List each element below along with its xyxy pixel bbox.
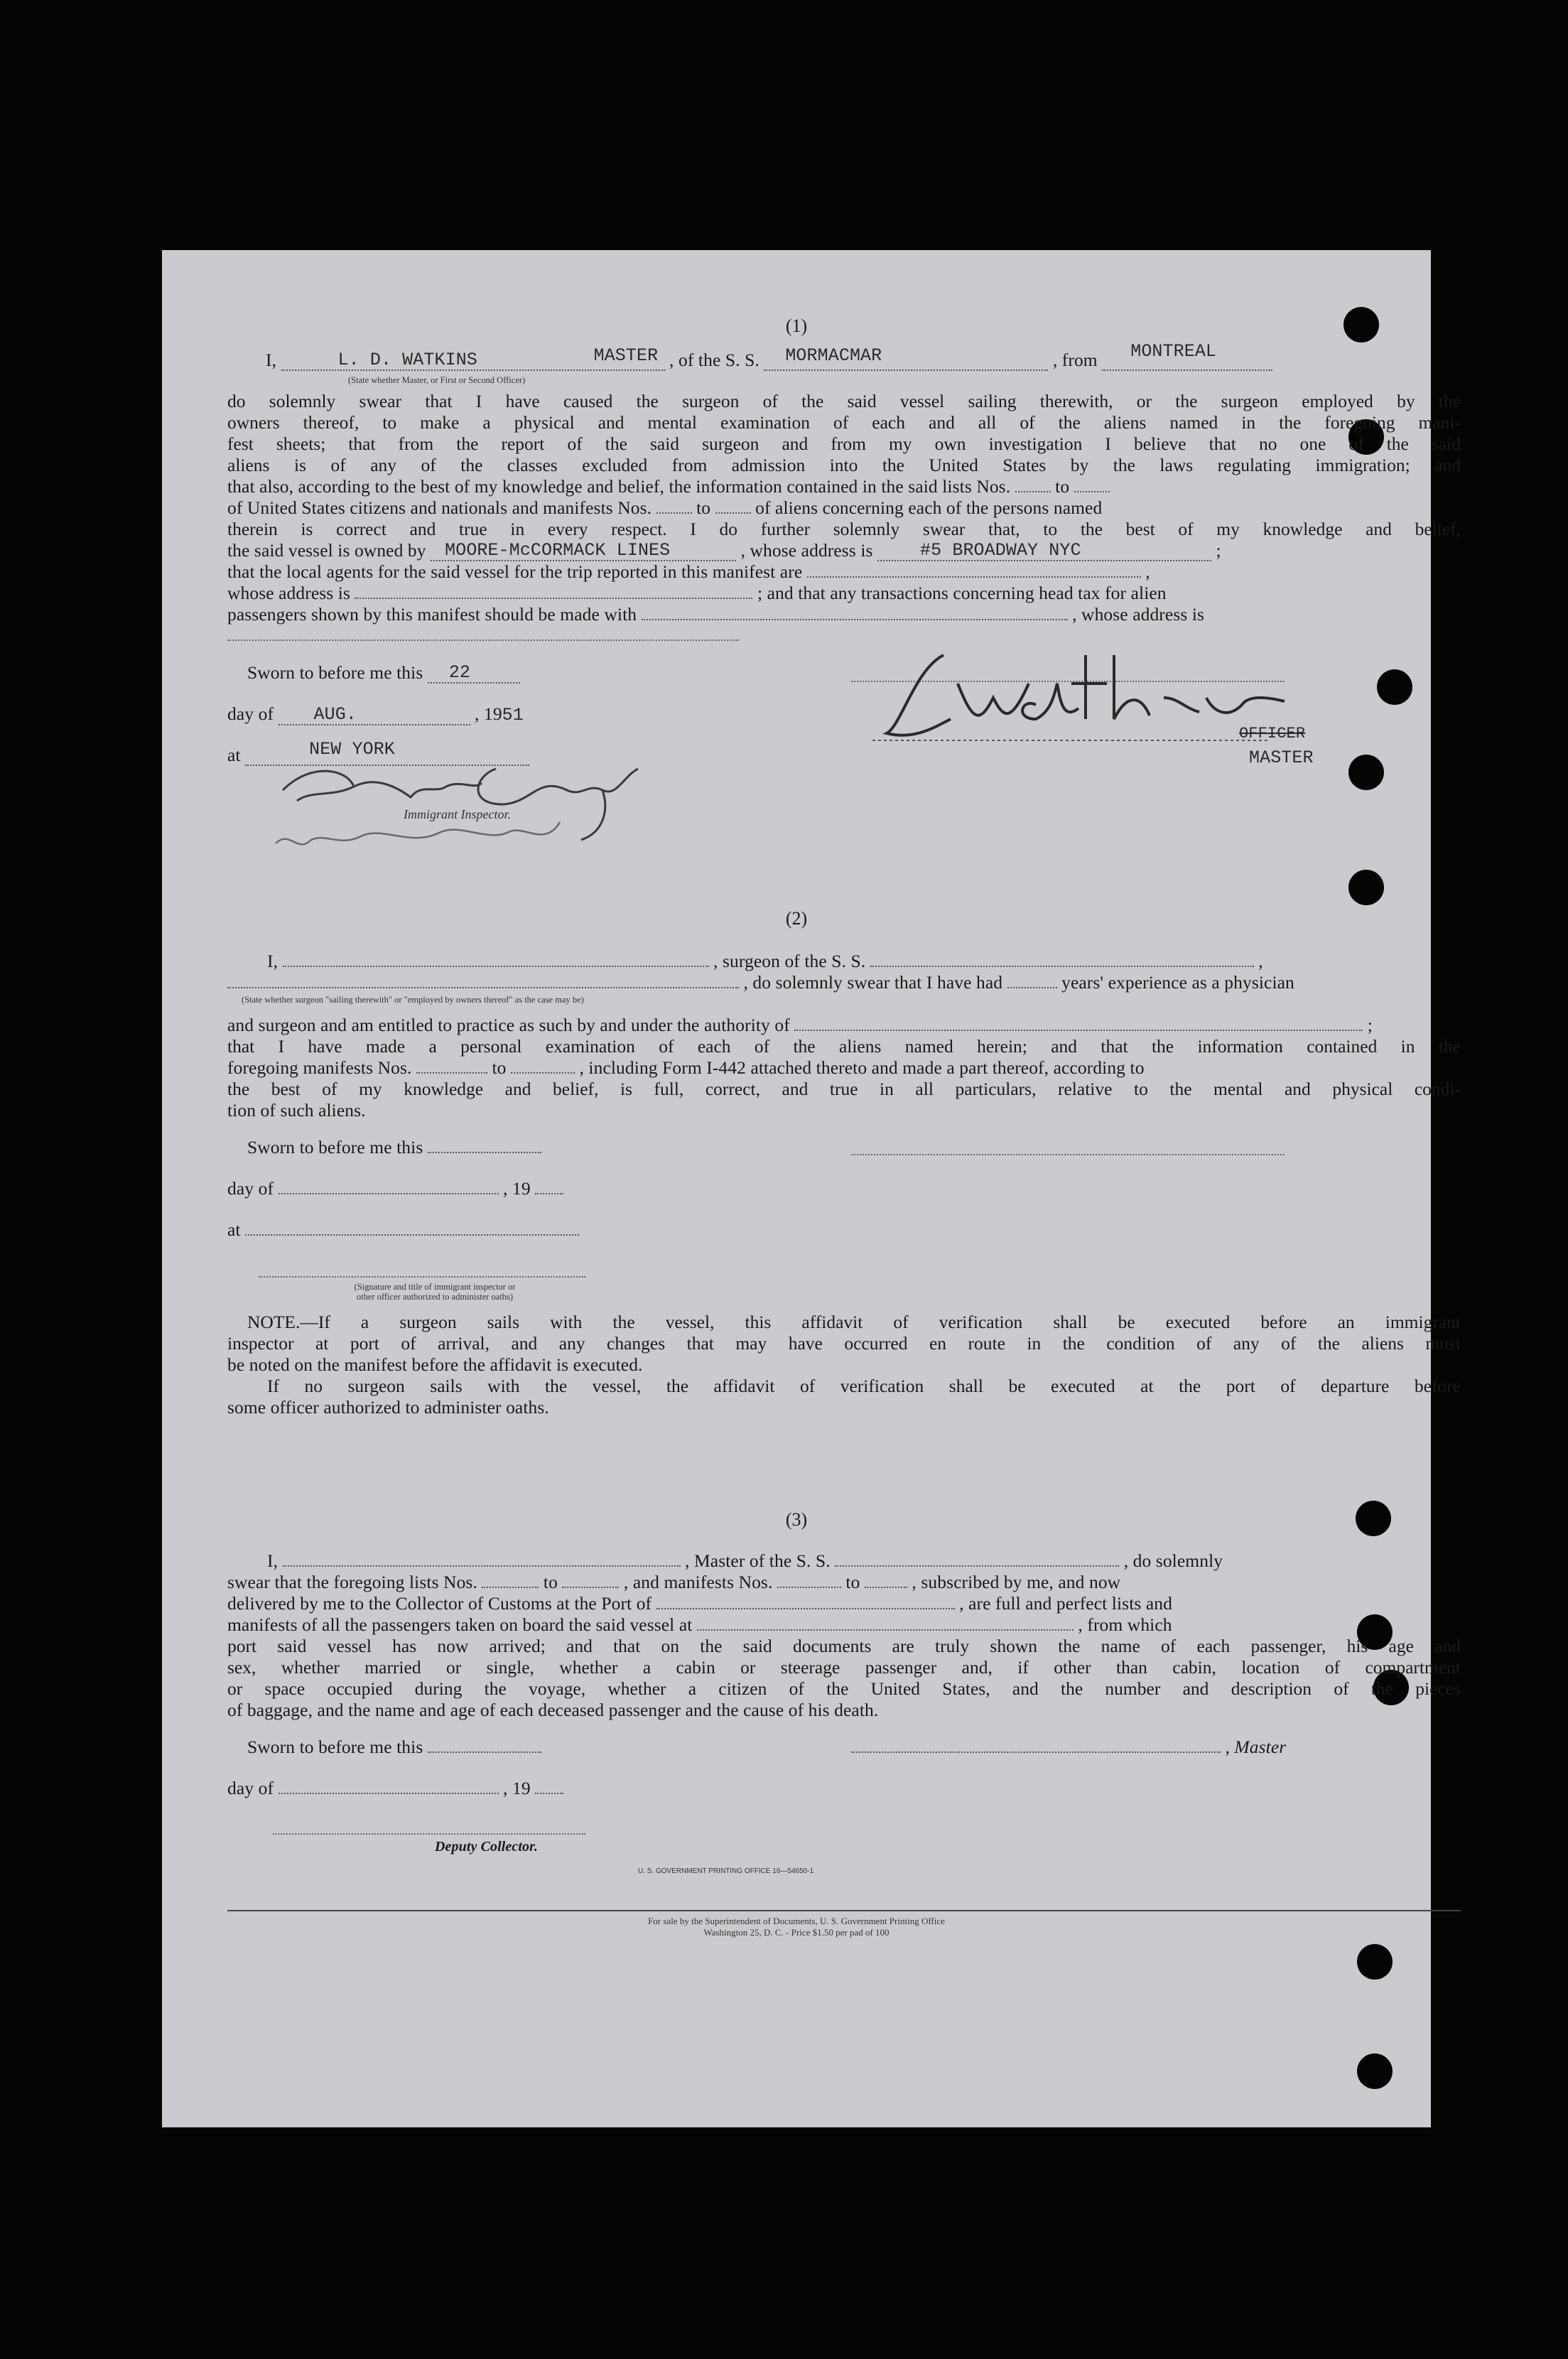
- footer-line-2: Washington 25, D. C. - Price $1.50 per pad of 100: [703, 1927, 890, 1938]
- manifest-affidavit-page: [162, 250, 1461, 2127]
- note-line: If no surgeon sails with the vessel, the affidavit of verification shall be executed at the port of departure before: [267, 1376, 1461, 1396]
- deputy-collector: Deputy Collector.: [435, 1839, 539, 1855]
- s3-text-line: or space occupied during the voyage, whether a citizen of the United States, and the number and description of the pieces: [227, 1678, 1461, 1699]
- s1-text-line: do solemnly swear that I have caused the surgeon of the said vessel sailing therewith, or the surgeon employed by the: [227, 391, 1461, 411]
- section-1-number: (1): [785, 315, 808, 336]
- s1-text-line: that also, according to the best of my knowledge and belief, the information contained in the said lists Nos. to: [227, 476, 1110, 497]
- master-title-struck: OFFICER: [1239, 725, 1306, 743]
- s1-text-line: aliens is of any of the classes excluded from admission into the United States by the laws regulating immigration; and: [227, 455, 1461, 475]
- master-title: MASTER: [1249, 747, 1314, 768]
- s3-day-line: day of , 19: [227, 1778, 563, 1799]
- sworn-day-field: 22: [448, 662, 471, 683]
- s1-text-line: of United States citizens and nationals and manifests Nos. to of aliens concerning each of the persons named: [227, 497, 1103, 518]
- s3-text-line: delivered by me to the Collector of Customs at the Port of , are full and perfect lists and: [227, 1593, 1172, 1614]
- punch-hole: [1348, 870, 1384, 905]
- from-port-field: MONTREAL: [1130, 341, 1217, 362]
- note-line: be noted on the manifest before the affidavit is executed.: [227, 1354, 643, 1375]
- note-line: NOTE.—If a surgeon sails with the vessel, this affidavit of verification shall be executed before an immigrant: [247, 1312, 1461, 1332]
- rank-field: MASTER: [593, 345, 659, 366]
- s3-text-line: sex, whether married or single, whether a cabin or steerage passenger and, if other than cabin, location of compartment: [227, 1657, 1461, 1678]
- s3-text-line: port said vessel has now arrived; and that on the said documents are truly shown the name of each passenger, his age and: [227, 1636, 1461, 1656]
- section-3-number: (3): [785, 1509, 808, 1530]
- s2-day-line: day of , 19: [227, 1178, 563, 1199]
- sig-note-2: other officer authorized to administer oaths): [356, 1292, 514, 1302]
- s1-at-line: at NEW YORK: [227, 745, 529, 766]
- vessel-field: MORMACMAR: [785, 345, 882, 366]
- punch-hole: [1377, 669, 1412, 705]
- s2-text-line: foregoing manifests Nos. to , including Form I-442 attached thereto and made a part thereof, according to: [227, 1057, 1145, 1078]
- s3-master-sig-line: , Master: [851, 1737, 1286, 1758]
- s1-text-line: whose address is ; and that any transactions concerning head tax for alien: [227, 583, 1167, 603]
- inspector-signature: [269, 747, 666, 854]
- s1-sworn-line: Sworn to before me this 22: [247, 662, 520, 684]
- s3-sworn-line: Sworn to before me this: [247, 1737, 541, 1758]
- s1-owner-line: the said vessel is owned by MOORE-McCORMACK LINES , whose address is #5 BROADWAY NYC ;: [227, 540, 1221, 561]
- gpo-code: U. S. GOVERNMENT PRINTING OFFICE 16—54650-1: [638, 1867, 814, 1875]
- inspector-title: Immigrant Inspector.: [404, 807, 511, 821]
- sworn-year-field: 51: [502, 705, 524, 725]
- section-2-number: (2): [785, 908, 808, 929]
- sworn-month-field: AUG.: [313, 704, 357, 725]
- punch-hole: [1357, 1944, 1393, 1980]
- s1-header-line: I, L. D. WATKINS MASTER , of the S. S. MORMACMAR , from MONTREAL: [266, 350, 1272, 371]
- note-line: inspector at port of arrival, and any changes that may have occurred en route in the condition of any of the aliens must: [227, 1333, 1461, 1354]
- s1-text-line: that the local agents for the said vessel for the trip reported in this manifest are ,: [227, 561, 1150, 582]
- s2-at-line: at: [227, 1219, 579, 1241]
- footer-line-1: For sale by the Superintendent of Documents, U. S. Government Printing Office: [648, 1916, 945, 1926]
- s1-text-line: owners thereof, to make a physical and mental examination of each and all of the aliens named in the foregoing mani-: [227, 412, 1461, 433]
- s1-text-line: fest sheets; that from the report of the said surgeon and from my own investigation I believe that no one of the said: [227, 433, 1461, 454]
- s1-text-line: therein is correct and true in every respect. I do further solemnly swear that, to the best of my knowledge and belief,: [227, 519, 1461, 539]
- s3-text-line: I, , Master of the S. S. , do solemnly: [267, 1550, 1223, 1571]
- s2-text-line: the best of my knowledge and belief, is full, correct, and true in all particulars, relative to the mental and physical condi-: [227, 1079, 1461, 1099]
- s3-text-line: swear that the foregoing lists Nos. to , and manifests Nos. to , subscribed by me, and now: [227, 1572, 1121, 1592]
- s2-text-line: , do solemnly swear that I have had years' experience as a physician: [227, 972, 1294, 993]
- rank-note: (State whether Master, or First or Second Officer): [348, 375, 526, 385]
- s2-text-line: I, , surgeon of the S. S. ,: [267, 951, 1263, 971]
- owner-address-field: #5 BROADWAY NYC: [920, 540, 1081, 561]
- s2-sworn-line: Sworn to before me this: [247, 1137, 541, 1158]
- s2-text-line: and surgeon and am entitled to practice as such by and under the authority of ;: [227, 1015, 1373, 1035]
- s3-text-line: manifests of all the passengers taken on board the said vessel at , from which: [227, 1614, 1172, 1635]
- punch-hole: [1357, 2053, 1393, 2089]
- master-name-field: L. D. WATKINS: [337, 350, 477, 370]
- s2-text-line: tion of such aliens.: [227, 1100, 366, 1121]
- sworn-place-field: NEW YORK: [309, 739, 395, 760]
- surgeon-note: (State whether surgeon "sailing therewith" or "employed by owners thereof" as the case may be): [242, 995, 584, 1005]
- punch-hole: [1348, 755, 1384, 790]
- s1-day-line: day of AUG. , 1951: [227, 703, 524, 725]
- owner-field: MOORE-McCORMACK LINES: [445, 540, 671, 561]
- sig-note-1: (Signature and title of immigrant inspector or: [354, 1282, 516, 1292]
- s2-text-line: that I have made a personal examination of each of the aliens named herein; and that the information contained in the: [227, 1036, 1461, 1057]
- note-line: some officer authorized to administer oaths.: [227, 1397, 549, 1418]
- s3-text-line: of baggage, and the name and age of each deceased passenger and the cause of his death.: [227, 1700, 879, 1720]
- s1-text-line: passengers shown by this manifest should be made with , whose address is: [227, 604, 1205, 625]
